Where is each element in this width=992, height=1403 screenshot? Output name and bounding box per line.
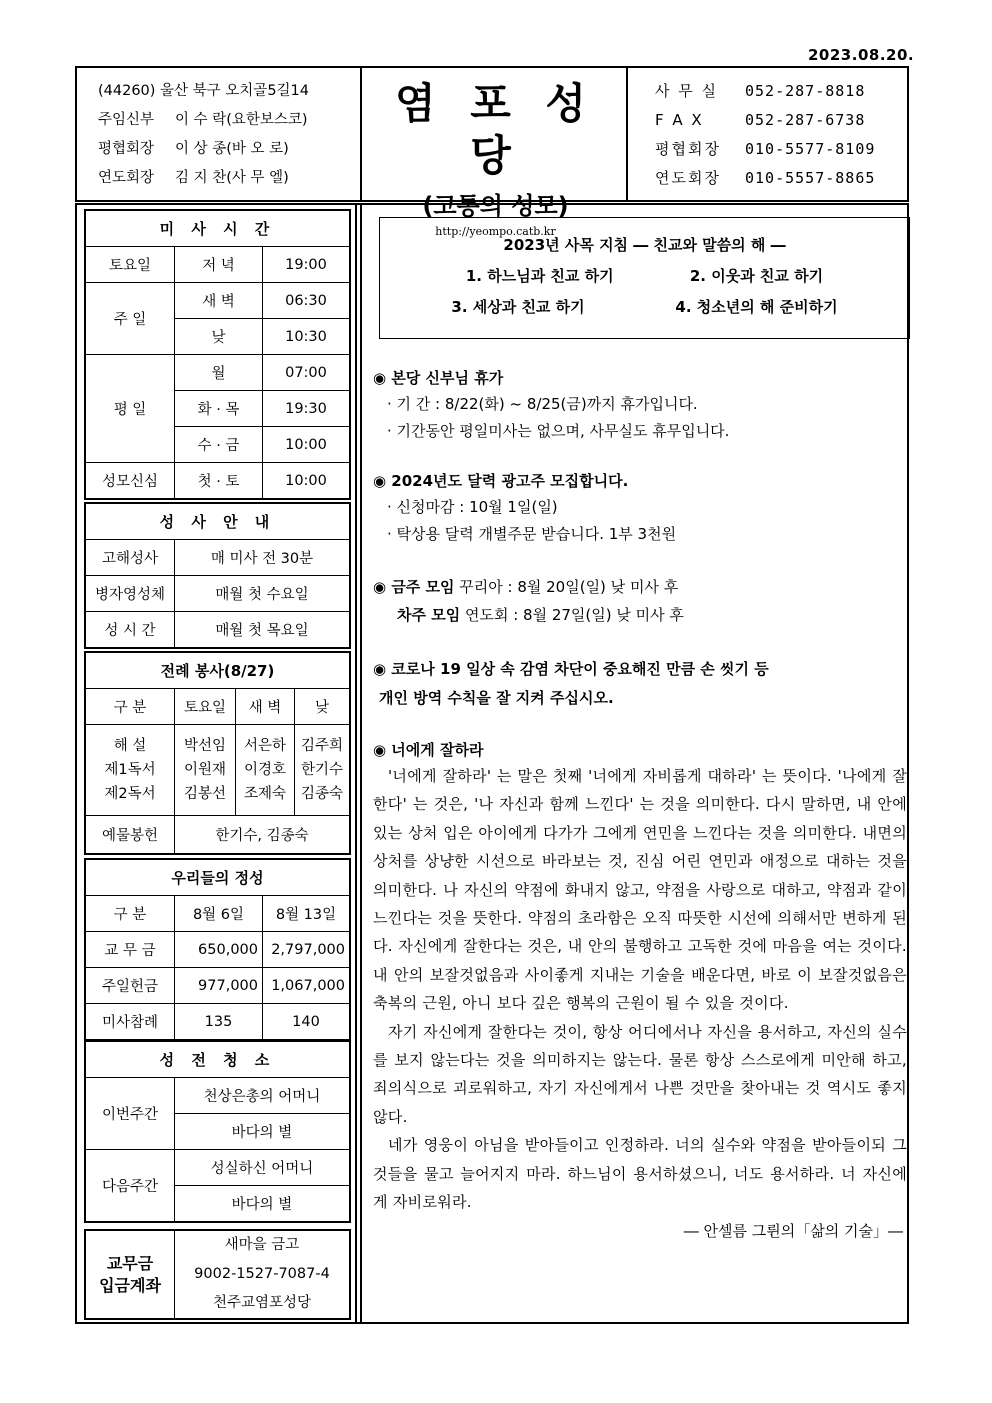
issue-date: 2023.08.20.	[808, 46, 915, 64]
liturgy-title: 전례 봉사(8/27)	[85, 652, 350, 689]
offering-title: 우리들의 정성	[85, 859, 350, 896]
church-info	[77, 68, 362, 200]
article-title: ◉ 너에게 잘하라	[373, 741, 484, 759]
church-name: 염 포 성 당	[395, 79, 596, 180]
article-paragraph-1: '너에게 잘하라' 는 말은 첫째 '너에게 자비롭게 대하라' 는 뜻이다. '나에게 잘한다' 는 것은, '나 자신과 함께 느낀다' 는 것을 의미한다. 다시 말하면, 내 안에 있는 상처 입은 아이에게 다가가 그에게 연민을 느낀다는 것을 의미한다. 내면의 상처를 상냥한 시선으로 바라보는 것, 진심 어린 연민과 애정으로 대하는 것을 의미한다. 나 자신의 약점에 화내지 않고, 약점을 사랑으로 대하고, 약점과 같이 느낀다는 것을 뜻한다. 약점의 초라함은 오직 따뜻한 시선에 의해서만 변하게 된다. 자신에게 잘한다는 것은, 내 안의 불행하고 고독한 것에 마음을 여는 것이다. 내 안의 보잘것없음과 사이좋게 지내는 기술을 배운다면, 바로 이 보잘것없음은 축복의 근원, 아니 보다 깊은 행복의 근원이 될 수 있을 것이다.	[373, 767, 907, 1013]
address: (44260) 울산 북구 오치골5길14	[98, 83, 309, 99]
church-title-block	[365, 68, 628, 238]
contact-council: 평협회장 010-5577-8109	[655, 140, 876, 158]
sacrament-table: 성 사 안 내 고해성사 매 미사 전 30분 병자영성체 매월 첫 수요일 성 시 간 매월 첫 목요일	[84, 502, 351, 649]
account-table: 교무금 입금계좌 새마을 금고 9002-1527-7087-4 천주교염포성당	[84, 1229, 351, 1320]
contact-office: 사 무 실 052-287-8818	[655, 82, 866, 100]
contact-memorial: 연도회장 010-5557-8865	[655, 169, 876, 187]
article-paragraph-3: 네가 영웅이 아님을 받아들이고 인정하라. 너의 실수와 약점을 받아들이되 그것들을 물고 늘어지지 마라. 하느님이 용서하셨으니, 너도 용서하라. 너 자신에게 자비로워라.	[373, 1136, 907, 1212]
right-column	[360, 205, 907, 1322]
notice-vacation: ◉ 본당 신부님 휴가 · 기 간 : 8/22(화) ~ 8/25(금)까지 휴가입니다. · 기간동안 평일미사는 없으며, 사무실도 휴무입니다.	[373, 369, 730, 440]
notice-calendar-ads: ◉ 2024년도 달력 광고주 모집합니다. · 신청마감 : 10월 1일(일) · 탁상용 달력 개별주문 받습니다. 1부 3천원	[373, 472, 677, 543]
church-url[interactable]: http://yeompo.catb.kr	[435, 225, 556, 238]
article-paragraph-2: 자기 자신에게 잘한다는 것이, 항상 어디에서나 자신을 용서하고, 자신의 실수를 보지 않는다는 것을 의미하지는 않는다. 물론 항상 스스로에게 미안해 하고, 죄의식으로 괴로워하고, 자기 자신에게서 나쁜 것만을 찾아내는 것 역시도 좋지 않다.	[373, 1022, 907, 1126]
reflection-article	[373, 739, 907, 1245]
bulletin-body	[75, 203, 909, 1324]
cleaning-table: 성 전 청 소 이번주간 천상은총의 어머니 바다의 별 다음주간 성실하신 어머니 바다의 별	[84, 1040, 351, 1223]
cleaning-title: 성 전 청 소	[85, 1041, 350, 1078]
contact-info	[632, 68, 907, 200]
sacrament-title: 성 사 안 내	[85, 503, 350, 540]
mass-schedule-table: 미 사 시 간 토요일 저 녁 19:00 주 일 새 벽 06:30 낮 10:30 평 일 월 07:00 화 · 목 19:30 수 · 금 10:00 성모신심 첫 · 토 10:00	[84, 209, 351, 500]
left-column	[77, 205, 357, 1322]
council-president-row: 평협회장 이 상 종(바 오 로)	[98, 141, 289, 157]
mass-schedule-title: 미 사 시 간	[85, 210, 350, 247]
article-source: ― 안셀름 그륀의「삶의 기술」―	[683, 1221, 903, 1240]
weekday-label: 평 일	[85, 355, 175, 463]
notices	[373, 367, 907, 1245]
church-subtitle: (고통의 성모)	[422, 192, 569, 220]
notice-covid: ◉ 코로나 19 일상 속 감염 차단이 중요해진 만큼 손 씻기 등 개인 방역 수칙을 잘 지켜 주십시오.	[373, 660, 769, 707]
memorial-president-row: 연도회장 김 지 찬(사 무 엘)	[98, 170, 289, 186]
contact-fax: F A X 052-287-6738	[655, 111, 866, 129]
liturgy-service-table: 전례 봉사(8/27) 구 분 토요일 새 벽 낮 해 설 제1독서 제2독서 박선임 이원재 김봉선 서은하 이경호 조제숙 김주희 한기수 김종숙 예물봉헌 한기수, 김종숙	[84, 651, 351, 855]
pastoral-guideline-box: 2023년 사목 지침 ― 친교와 말씀의 해 ― 1. 하느님과 친교 하기 2. 이웃과 친교 하기 3. 세상과 친교 하기 4. 청소년의 해 준비하기	[379, 217, 910, 339]
pastor-row: 주임신부 이 수 락(요한보스코)	[98, 112, 308, 128]
sunday-label: 주 일	[85, 283, 175, 355]
notice-meetings: ◉ 금주 모임 꾸리아 : 8월 20일(일) 낮 미사 후 차주 모임 연도회 : 8월 27일(일) 낮 미사 후	[373, 578, 684, 624]
offering-table: 우리들의 정성 구 분 8월 6일 8월 13일 교 무 금 650,000 2,797,000 주일헌금 977,000 1,067,000 미사참례 135 140	[84, 858, 351, 1041]
